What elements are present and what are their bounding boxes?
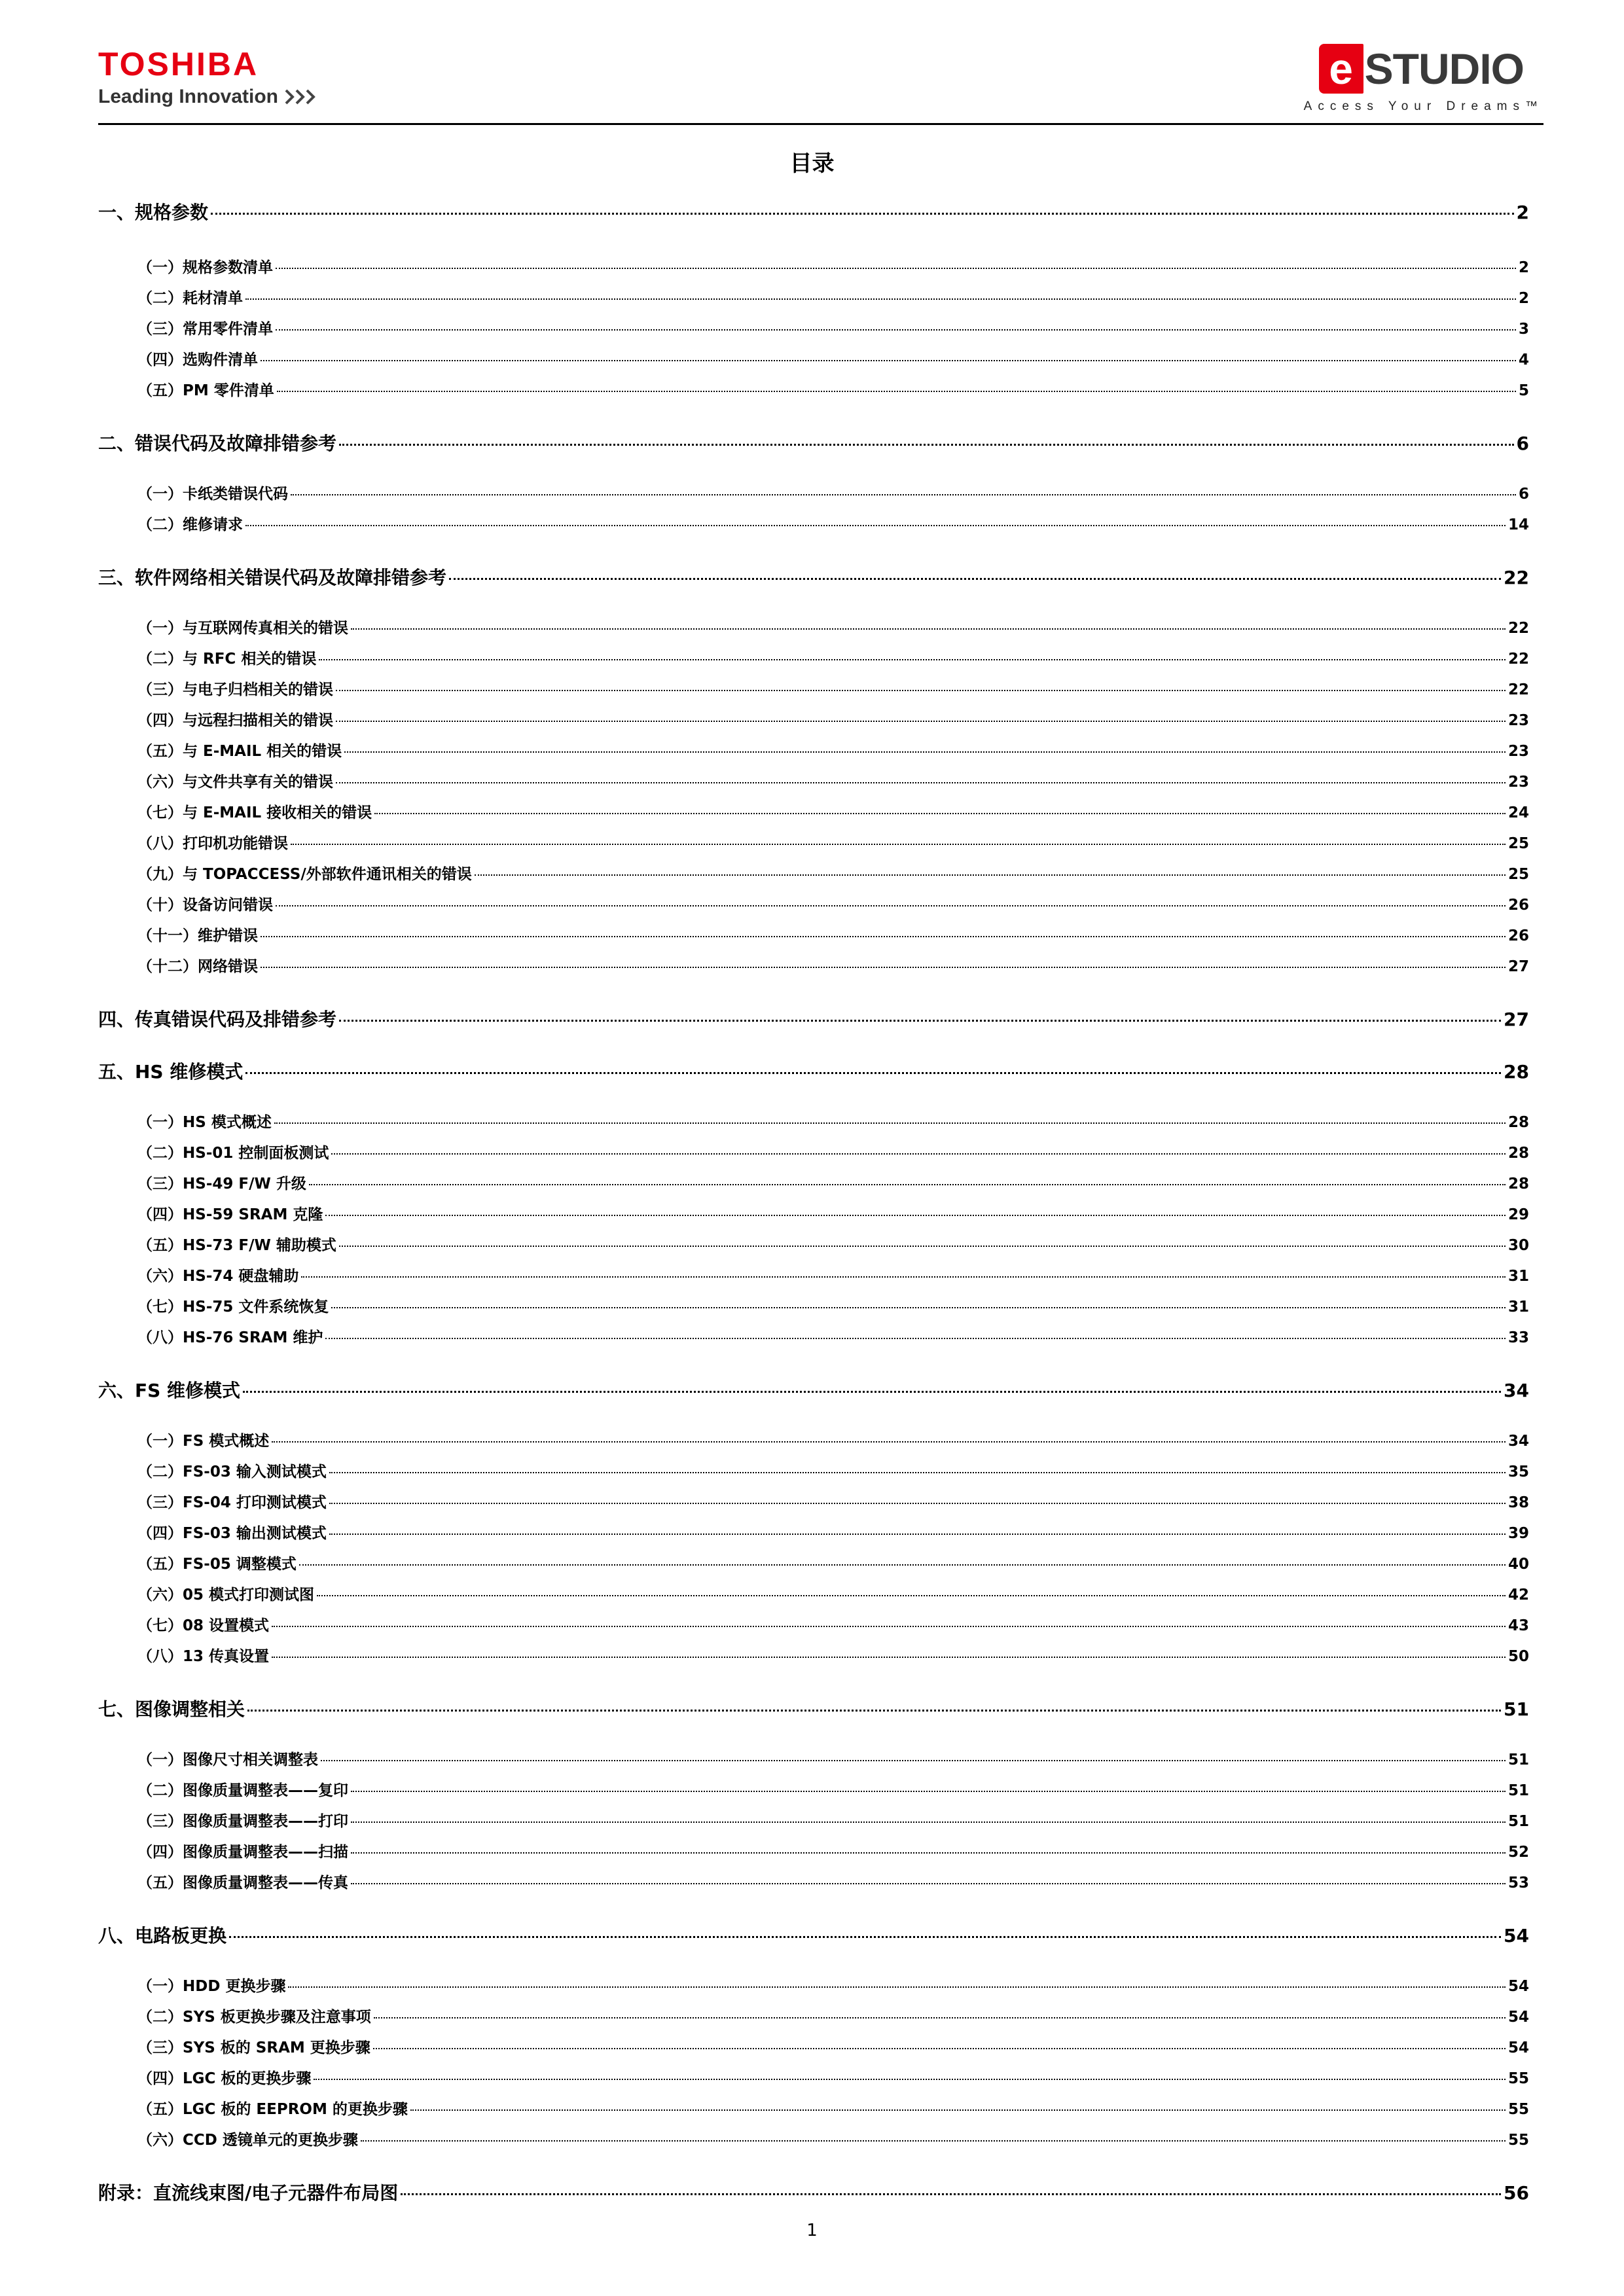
toc-section-entry[interactable] [98, 566, 1529, 590]
toc-dot-leader [272, 1657, 1506, 1658]
toc-dot-leader [317, 1595, 1506, 1596]
toc-dot-leader [319, 659, 1506, 660]
toc-entry-page: 55 [1507, 2101, 1529, 2118]
toc-entry-page: 55 [1507, 2132, 1529, 2149]
toc-entry-label: （六）CCD 透镜单元的更换步骤 [137, 2132, 358, 2149]
toc-entry-label: （一）HS 模式概述 [137, 1114, 272, 1131]
toc-entry-page: 22 [1507, 651, 1529, 668]
toc-entry-page: 31 [1507, 1299, 1529, 1316]
toc-entry-page: 23 [1507, 774, 1529, 791]
toc-entry-page: 22 [1504, 567, 1529, 588]
toc-entry-page: 43 [1507, 1617, 1529, 1634]
toc-subsection-entry[interactable] [137, 1297, 1529, 1317]
tagline: Leading Innovation [98, 86, 278, 107]
toc-dot-leader [351, 1821, 1506, 1823]
toc-entry-page: 52 [1507, 1844, 1529, 1861]
toc-entry-label: （二）FS-03 输入测试模式 [137, 1463, 327, 1480]
toc-entry-label: 六、FS 维修模式 [98, 1380, 241, 1401]
toc-dot-leader [339, 1246, 1506, 1247]
toc-entry-label: （二）维修请求 [137, 516, 243, 533]
toc-entry-page: 28 [1504, 1061, 1529, 1083]
estudio-slogan: Access Your Dreams™ [1303, 99, 1543, 113]
toc-subsection-entry[interactable] [137, 680, 1529, 700]
toc-dot-leader [329, 1534, 1506, 1535]
toc-subsection-entry[interactable] [137, 1554, 1529, 1574]
toc-entry-page: 25 [1507, 866, 1529, 883]
toc-dot-leader [243, 1391, 1501, 1393]
toc-entry-page: 6 [1516, 433, 1529, 454]
toc-dot-leader [301, 1276, 1506, 1278]
toc-entry-page: 54 [1504, 1925, 1529, 1946]
toc-entry-label: （九）与 TOPACCESS/外部软件通讯相关的错误 [137, 866, 472, 883]
toc-dot-leader [288, 1986, 1506, 1988]
toc-subsection-entry[interactable] [137, 865, 1529, 884]
toc-entry-page: 27 [1507, 958, 1529, 975]
toc-entry-label: 七、图像调整相关 [98, 1698, 245, 1720]
toc-dot-leader [229, 1936, 1501, 1938]
toc-entry-page: 14 [1507, 516, 1529, 533]
toc-subsection-entry[interactable] [137, 1750, 1529, 1770]
toc-subsection-entry[interactable] [137, 1143, 1529, 1163]
toc-section-entry[interactable] [98, 1698, 1529, 1721]
toc-entry-label: （三）图像质量调整表——打印 [137, 1813, 348, 1830]
toc-subsection-entry[interactable] [137, 1524, 1529, 1543]
toc-section-entry[interactable] [98, 1379, 1529, 1403]
toc-dot-leader [261, 360, 1516, 361]
toc-entry-page: 38 [1507, 1494, 1529, 1511]
toc-entry-label: （四）LGC 板的更换步骤 [137, 2070, 312, 2087]
toc-entry-page: 2 [1518, 290, 1529, 307]
toc-entry-page: 34 [1507, 1433, 1529, 1450]
toc-entry-label: （五）LGC 板的 EEPROM 的更换步骤 [137, 2101, 408, 2118]
toc-dot-leader [329, 1472, 1506, 1473]
toc-subsection-entry[interactable] [137, 258, 1529, 278]
toc-section-entry[interactable] [98, 1008, 1529, 1031]
toc-entry-label: （一）图像尺寸相关调整表 [137, 1751, 318, 1768]
toc-subsection-entry[interactable] [137, 1842, 1529, 1862]
toc-dot-leader [331, 1153, 1506, 1155]
toc-entry-page: 28 [1507, 1114, 1529, 1131]
toc-dot-leader [351, 628, 1506, 630]
toc-dot-leader [309, 1184, 1506, 1185]
toc-entry-page: 54 [1507, 1978, 1529, 1995]
toc-entry-label: （四）HS-59 SRAM 克隆 [137, 1206, 323, 1223]
toc-dot-leader [299, 1564, 1506, 1566]
toc-entry-label: （七）HS-75 文件系统恢复 [137, 1299, 329, 1316]
toc-entry-label: （二）耗材清单 [137, 290, 243, 307]
toc-dot-leader [291, 844, 1506, 845]
toc-section-entry[interactable] [98, 201, 1529, 224]
toc-entry-page: 5 [1518, 382, 1529, 399]
toc-entry-label: 二、错误代码及故障排错参考 [98, 433, 337, 454]
toc-entry-label: （二）SYS 板更换步骤及注意事项 [137, 2009, 371, 2026]
toc-subsection-entry[interactable] [137, 1616, 1529, 1636]
toc-entry-page: 54 [1507, 2009, 1529, 2026]
toc-entry-label: （五）图像质量调整表——传真 [137, 1874, 348, 1892]
toc-entry-label: （三）SYS 板的 SRAM 更换步骤 [137, 2039, 370, 2056]
toc-entry-page: 33 [1507, 1329, 1529, 1346]
toc-subsection-entry[interactable] [137, 1493, 1529, 1513]
toc-entry-page: 56 [1504, 2182, 1529, 2204]
toc-entry-label: （三）与电子归档相关的错误 [137, 681, 333, 698]
toc-dot-leader [331, 1307, 1506, 1308]
toc-entry-page: 35 [1507, 1463, 1529, 1480]
toc-entry-label: （七）与 E-MAIL 接收相关的错误 [137, 804, 372, 821]
toc-entry-label: （一）FS 模式概述 [137, 1433, 270, 1450]
toc-subsection-entry[interactable] [137, 742, 1529, 761]
toc-entry-label: （一）规格参数清单 [137, 259, 273, 276]
toc-dot-leader [351, 1791, 1506, 1792]
toc-dot-leader [261, 967, 1506, 968]
toc-entry-page: 25 [1507, 835, 1529, 852]
toc-entry-label: 四、传真错误代码及排错参考 [98, 1009, 337, 1030]
toc-entry-label: （八）13 传真设置 [137, 1648, 270, 1665]
toc-dot-leader [329, 1503, 1506, 1504]
toc-entry-label: （五）与 E-MAIL 相关的错误 [137, 743, 342, 760]
toc-subsection-entry[interactable] [137, 1266, 1529, 1286]
toc-dot-leader [339, 1020, 1501, 1022]
toc-entry-page: 22 [1507, 620, 1529, 637]
toc-entry-page: 51 [1507, 1813, 1529, 1830]
toc-entry-page: 6 [1518, 486, 1529, 503]
toc-subsection-entry[interactable] [137, 1174, 1529, 1194]
toc-subsection-entry[interactable] [137, 2130, 1529, 2150]
toc-dot-leader [344, 751, 1506, 753]
toc-entry-label: （五）FS-05 调整模式 [137, 1556, 297, 1573]
toc-entry-label: 一、规格参数 [98, 202, 209, 223]
toc-entry-page: 51 [1507, 1782, 1529, 1799]
toc-entry-label: （六）HS-74 硬盘辅助 [137, 1268, 299, 1285]
toc-entry-label: 三、软件网络相关错误代码及故障排错参考 [98, 567, 447, 588]
toc-entry-label: （四）与远程扫描相关的错误 [137, 712, 333, 729]
toc-subsection-entry[interactable] [137, 834, 1529, 853]
toc-entry-label: （五）HS-73 F/W 辅助模式 [137, 1237, 336, 1254]
toc-dot-leader [314, 2079, 1506, 2080]
toc-entry-label: （三）FS-04 打印测试模式 [137, 1494, 327, 1511]
toc-entry-page: 39 [1507, 1525, 1529, 1542]
toc-entry-page: 3 [1518, 321, 1529, 338]
toc-section-entry[interactable] [98, 1060, 1529, 1084]
toc-dot-leader [374, 813, 1506, 814]
toc-dot-leader [274, 1122, 1506, 1124]
toc-entry-page: 26 [1507, 897, 1529, 914]
toc-entry-label: （一）卡纸类错误代码 [137, 486, 288, 503]
toc-entry-label: （四）FS-03 输出测试模式 [137, 1525, 327, 1542]
toc-subsection-entry[interactable] [137, 1236, 1529, 1255]
toc-entry-label: （十）设备访问错误 [137, 897, 273, 914]
toc-subsection-entry[interactable] [137, 1462, 1529, 1482]
toc-section-entry[interactable] [98, 432, 1529, 456]
toc-entry-page: 27 [1504, 1009, 1529, 1030]
toc-entry-label: （二）与 RFC 相关的错误 [137, 651, 317, 668]
estudio-text: STUDIO [1364, 45, 1524, 93]
toc-subsection-entry[interactable] [137, 515, 1529, 535]
toc-dot-leader [373, 2048, 1506, 2049]
toc-entry-label: （六）05 模式打印测试图 [137, 1587, 315, 1604]
toc-subsection-entry[interactable] [137, 957, 1529, 977]
toc-entry-page: 31 [1507, 1268, 1529, 1285]
toc-dot-leader [325, 1338, 1506, 1339]
toc-title: 目录 [789, 151, 835, 177]
toc-entry-page: 24 [1507, 804, 1529, 821]
toc-entry-page: 53 [1507, 1874, 1529, 1892]
toc-subsection-entry[interactable] [137, 2007, 1529, 2027]
toc-subsection-entry[interactable] [137, 711, 1529, 730]
toc-dot-leader [336, 690, 1506, 691]
toc-subsection-entry[interactable] [137, 803, 1529, 823]
toc-dot-leader [261, 936, 1506, 937]
toc-dot-leader [272, 1441, 1506, 1443]
toc-entry-page: 50 [1507, 1648, 1529, 1665]
toc-appendix-entry[interactable] [98, 2181, 1529, 2205]
toc-dot-leader [291, 494, 1516, 495]
toc-entry-page: 23 [1507, 743, 1529, 760]
toc-entry-label: （六）与文件共享有关的错误 [137, 774, 333, 791]
toc-entry-label: （二）HS-01 控制面板测试 [137, 1145, 329, 1162]
toc-subsection-entry[interactable] [137, 772, 1529, 792]
toc-subsection-entry[interactable] [137, 289, 1529, 308]
toc-subsection-entry[interactable] [137, 649, 1529, 669]
toc-subsection-entry[interactable] [137, 319, 1529, 339]
toc-subsection-entry[interactable] [137, 926, 1529, 946]
toc-entry-page: 2 [1516, 202, 1529, 223]
toc-entry-label: （一）HDD 更换步骤 [137, 1978, 286, 1995]
toshiba-wordmark: TOSHIBA [98, 46, 259, 82]
toc-entry-label: （二）图像质量调整表——复印 [137, 1782, 348, 1799]
toc-entry-page: 29 [1507, 1206, 1529, 1223]
toc-subsection-entry[interactable] [137, 1873, 1529, 1893]
toc-subsection-entry[interactable] [137, 1781, 1529, 1801]
toc-dot-leader [336, 721, 1506, 722]
toc-dot-leader [277, 391, 1516, 392]
toc-entry-label: 五、HS 维修模式 [98, 1061, 244, 1083]
toc-entry-label: （十二）网络错误 [137, 958, 258, 975]
toc-entry-page: 23 [1507, 712, 1529, 729]
toc-entry-label: （四）图像质量调整表——扫描 [137, 1844, 348, 1861]
toc-entry-page: 30 [1507, 1237, 1529, 1254]
toc-entry-label: （八）HS-76 SRAM 维护 [137, 1329, 323, 1346]
toc-dot-leader [276, 905, 1506, 906]
toc-entry-label: （三）常用零件清单 [137, 321, 273, 338]
toc-entry-page: 51 [1507, 1751, 1529, 1768]
toc-subsection-entry[interactable] [137, 2069, 1529, 2089]
toc-entry-page: 51 [1504, 1698, 1529, 1720]
toc-dot-leader [374, 2017, 1506, 2018]
toc-entry-page: 55 [1507, 2070, 1529, 2087]
toc-dot-leader [245, 1072, 1501, 1074]
toc-dot-leader [211, 213, 1514, 215]
toc-entry-label: （一）与互联网传真相关的错误 [137, 620, 348, 637]
toc-dot-leader [272, 1626, 1506, 1627]
toc-entry-label: （三）HS-49 F/W 升级 [137, 1175, 306, 1193]
toc-entry-page: 28 [1507, 1175, 1529, 1193]
toc-entry-page: 2 [1518, 259, 1529, 276]
toc-dot-leader [475, 874, 1506, 876]
toc-entry-label: （八）打印机功能错误 [137, 835, 288, 852]
toc-entry-label: （四）选购件清单 [137, 351, 258, 368]
toc-subsection-entry[interactable] [137, 1113, 1529, 1132]
toc-entry-page: 4 [1518, 351, 1529, 368]
toc-subsection-entry[interactable] [137, 1585, 1529, 1605]
toc-dot-leader [321, 1760, 1506, 1761]
toc-subsection-entry[interactable] [137, 1431, 1529, 1451]
toc-dot-leader [339, 444, 1514, 446]
toc-subsection-entry[interactable] [137, 1647, 1529, 1666]
toc-subsection-entry[interactable] [137, 2038, 1529, 2058]
toc-subsection-entry[interactable] [137, 350, 1529, 370]
toc-entry-page: 40 [1507, 1556, 1529, 1573]
toc-subsection-entry[interactable] [137, 1205, 1529, 1225]
toc-dot-leader [245, 525, 1506, 526]
toc-subsection-entry[interactable] [137, 619, 1529, 638]
toc-dot-leader [325, 1215, 1506, 1216]
toc-dot-leader [276, 268, 1516, 269]
estudio-e-mark: e [1319, 44, 1363, 94]
toc-entry-page: 26 [1507, 927, 1529, 944]
toc-entry-page: 34 [1504, 1380, 1529, 1401]
toc-entry-label: 八、电路板更换 [98, 1925, 227, 1946]
toc-dot-leader [361, 2140, 1506, 2142]
toc-entry-page: 42 [1507, 1587, 1529, 1604]
toc-dot-leader [336, 782, 1506, 783]
toc-subsection-entry[interactable] [137, 381, 1529, 401]
toc-subsection-entry[interactable] [137, 1977, 1529, 1996]
toc-entry-page: 28 [1507, 1145, 1529, 1162]
toc-entry-label: （七）08 设置模式 [137, 1617, 270, 1634]
toc-subsection-entry[interactable] [137, 1812, 1529, 1831]
toc-dot-leader [401, 2193, 1501, 2195]
toc-dot-leader [449, 578, 1501, 580]
toc-dot-leader [351, 1883, 1506, 1884]
toc-section-entry[interactable] [98, 1924, 1529, 1948]
toc-dot-leader [276, 329, 1516, 331]
toc-subsection-entry[interactable] [137, 484, 1529, 504]
toc-subsection-entry[interactable] [137, 895, 1529, 915]
toc-entry-label: （十一）维护错误 [137, 927, 258, 944]
toc-subsection-entry[interactable] [137, 1328, 1529, 1348]
toc-dot-leader [351, 1852, 1506, 1854]
toc-entry-page: 22 [1507, 681, 1529, 698]
page-number: 1 [806, 2221, 818, 2240]
toc-entry-label: 附录：直流线束图/电子元器件布局图 [98, 2182, 399, 2204]
toc-entry-page: 54 [1507, 2039, 1529, 2056]
toc-dot-leader [247, 1710, 1501, 1712]
toc-dot-leader [410, 2109, 1506, 2111]
toc-subsection-entry[interactable] [137, 2100, 1529, 2119]
toc-entry-label: （五）PM 零件清单 [137, 382, 274, 399]
toc-dot-leader [245, 298, 1516, 300]
